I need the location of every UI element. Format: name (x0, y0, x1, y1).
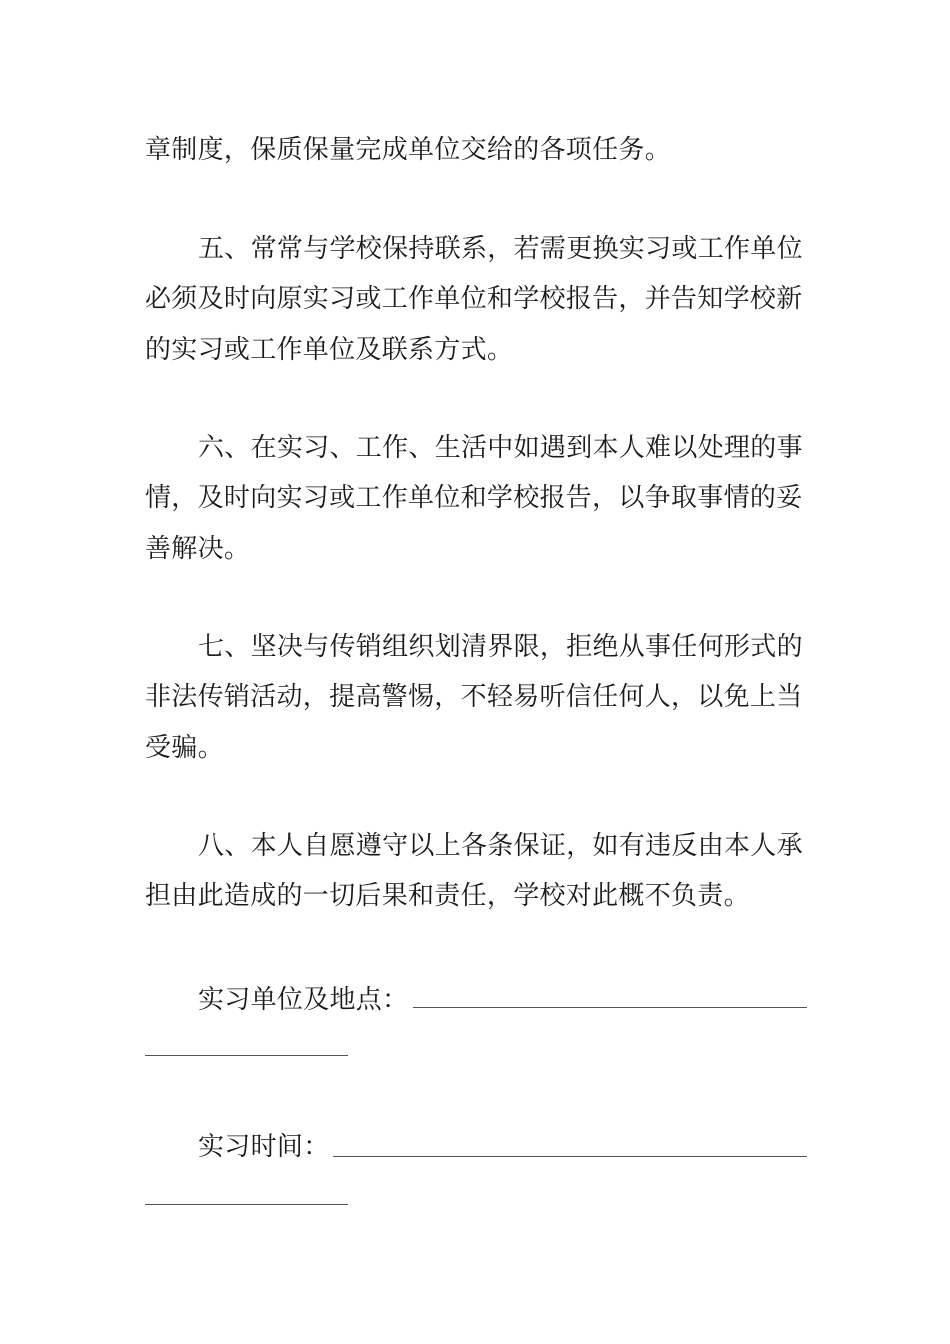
internship-location-label: 实习单位及地点： (198, 985, 409, 1015)
paragraph-line: 善解决。 (145, 534, 251, 564)
paragraph-line: 必须及时向原实习或工作单位和学校报告，并告知学校新 (145, 284, 803, 314)
paragraph-line: 七、坚决与传销组织划清界限，拒绝从事任何形式的 (198, 632, 803, 662)
paragraph-line: 担由此造成的一切后果和责任，学校对此概不负责。 (145, 881, 750, 911)
paragraph-line: 的实习或工作单位及联系方式。 (145, 335, 514, 365)
paragraph-line: 五、常常与学校保持联系，若需更换实习或工作单位 (198, 234, 803, 264)
paragraph-line: 章制度，保质保量完成单位交给的各项任务。 (145, 135, 672, 165)
paragraph-line: 受骗。 (145, 733, 224, 763)
internship-time-blank-line-continued[interactable] (145, 1204, 348, 1205)
internship-time-blank-line[interactable] (333, 1156, 807, 1157)
internship-location-blank-line[interactable] (413, 1007, 807, 1008)
internship-time-label: 实习时间： (198, 1132, 330, 1162)
internship-location-blank-line-continued[interactable] (145, 1055, 348, 1056)
paragraph-line: 情，及时向实习或工作单位和学校报告，以争取事情的妥 (145, 483, 803, 513)
paragraph-line: 六、在实习、工作、生活中如遇到本人难以处理的事 (198, 433, 803, 463)
paragraph-line: 非法传销活动，提高警惕，不轻易听信任何人，以免上当 (145, 682, 803, 712)
paragraph-line: 八、本人自愿遵守以上各条保证，如有违反由本人承 (198, 831, 803, 861)
